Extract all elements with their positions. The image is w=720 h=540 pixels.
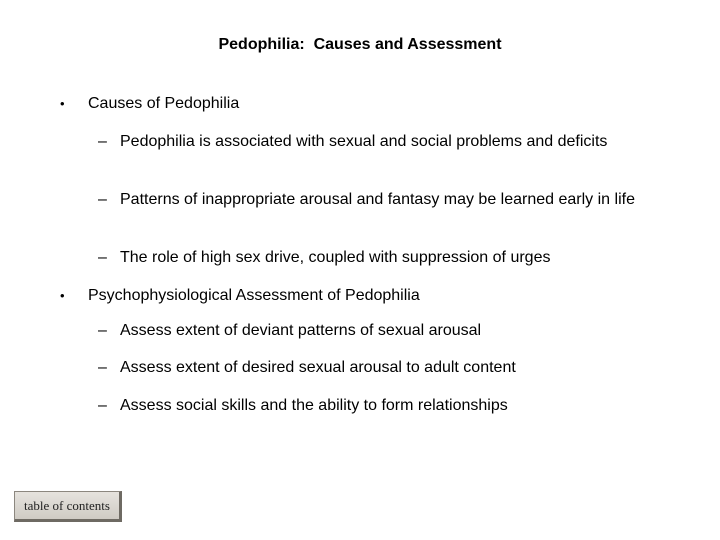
sub-item-text: Pedophilia is associated with sexual and social problems and deficits: [120, 133, 608, 150]
dash-icon: –: [98, 322, 107, 339]
dash-icon: –: [98, 249, 107, 266]
section-heading-causes: Causes of Pedophilia: [88, 95, 240, 112]
sub-item-text: Patterns of inappropriate arousal and fantasy may be learned early in life: [120, 191, 635, 208]
dash-icon: –: [98, 359, 107, 376]
sub-item-text: Assess social skills and the ability to form relationships: [120, 397, 508, 414]
bullet-icon: •: [60, 288, 65, 303]
dash-icon: –: [98, 191, 107, 208]
slide-title: Pedophilia: Causes and Assessment: [218, 36, 502, 53]
sub-item-text: The role of high sex drive, coupled with suppression of urges: [120, 249, 551, 266]
sub-item-text: Assess extent of deviant patterns of sexual arousal: [120, 322, 482, 339]
dash-icon: –: [98, 133, 107, 150]
section-heading-assessment: Psychophysiological Assessment of Pedophilia: [88, 287, 420, 304]
sub-item-text: Assess extent of desired sexual arousal to adult content: [120, 359, 516, 376]
table-of-contents-button[interactable]: table of contents: [14, 491, 122, 522]
bullet-icon: •: [60, 96, 65, 111]
dash-icon: –: [98, 397, 107, 414]
